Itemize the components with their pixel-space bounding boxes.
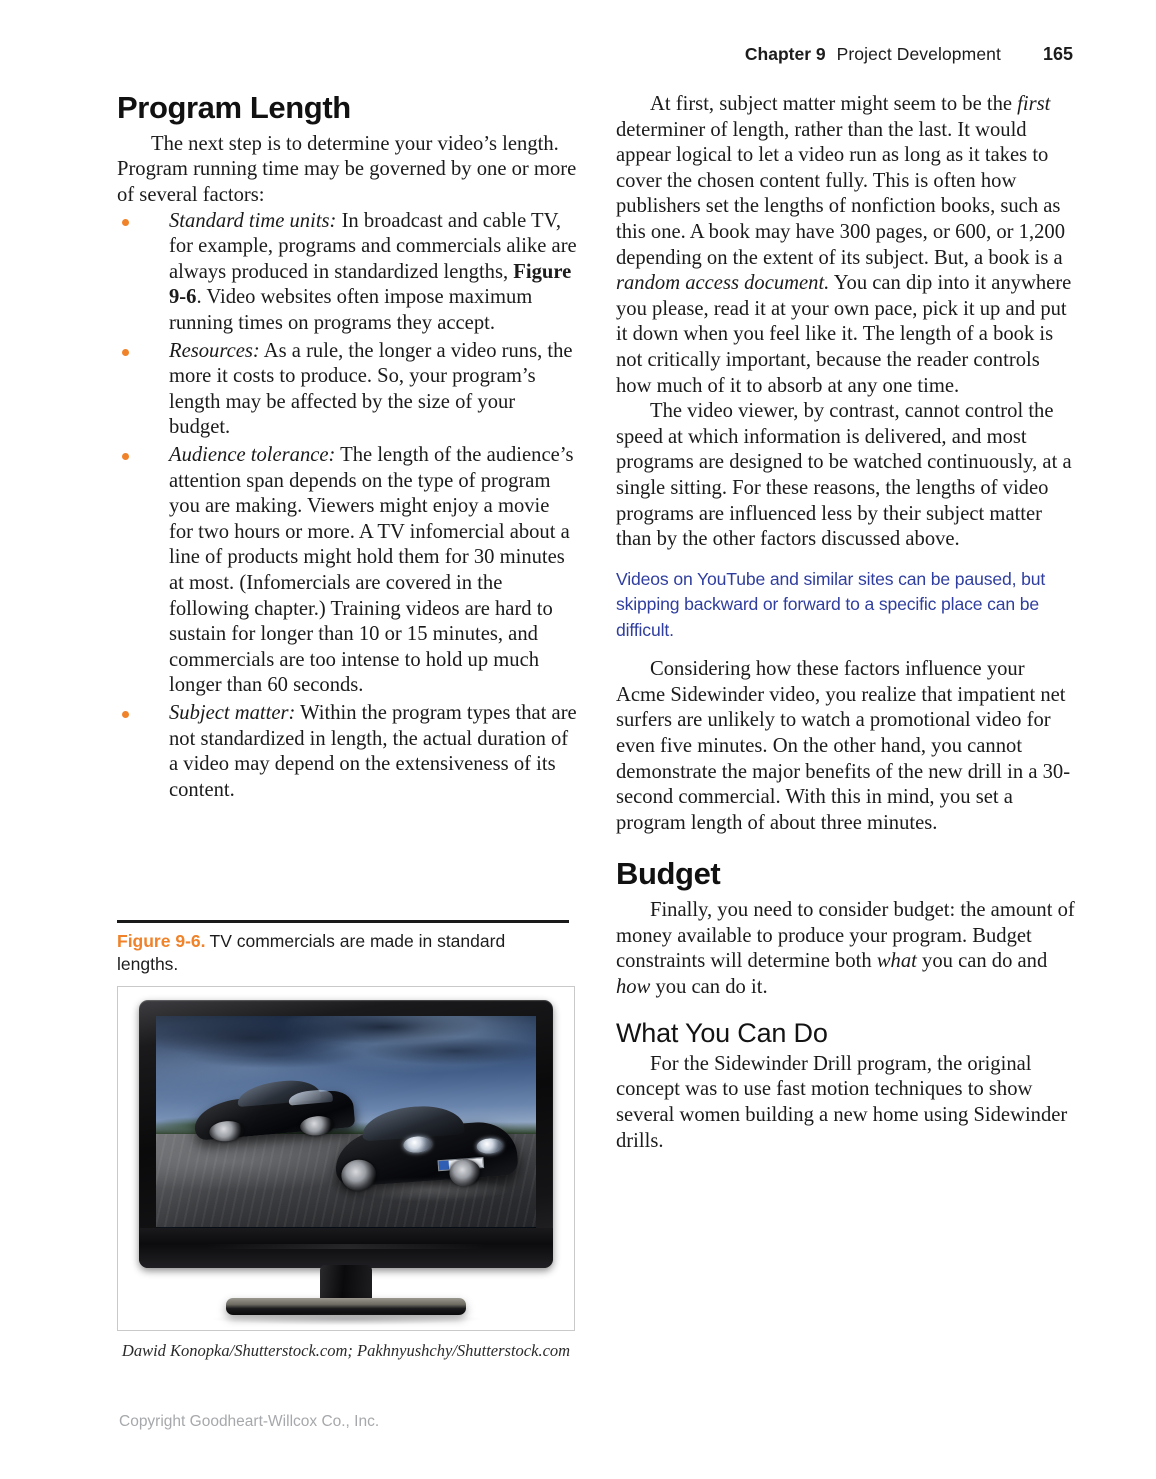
bullet-figure-ref: Figure 9-6 [169,260,572,309]
figure-caption [117,930,569,976]
page-body [117,92,1077,1382]
bullet-dot-icon [122,219,129,226]
bullet-term: Resources: [169,339,260,362]
section-heading-program-length: Program Length [117,90,351,125]
cloud [186,1042,361,1068]
figure-credit: Dawid Konopka/Shutterstock.com; Pakhnyushchy/Shutterstock.com [121,1340,571,1360]
right-column [616,92,1077,1154]
bullet-dot-icon [122,711,129,718]
tv-lower-bezel [139,1228,553,1268]
para1-part2: determiner of length, rather than the last. It would appear logical to let a video run as long as it takes to cover the chosen content fully. This is often how publishers set the lengths of nonfiction books, such as this one. A book may have 300 pages, or 600, or 1,200 depending on the extent of its subject. But, a book is a [616,118,1065,269]
list-item [117,443,578,699]
bullet-text-a: The length of the audience’s attention span depends on the type of program you are making. Viewers might enjoy a movie for two hours or more. A TV infomercial about a line of products might hold them for 30 minutes at most. (Infomercials are covered in the following chapter.) Training videos are hard to sustain for longer than 10 or 15 minutes, and commercials are too intense to hold up much longer than 60 seconds. [169,443,574,697]
bullet-text-b: . Video websites often impose maximum running times on programs they accept. [169,286,533,335]
figure-rule [117,920,569,923]
figure-image-tv-photo [117,986,575,1331]
bullet-term: Subject matter: [169,701,296,724]
headlamp [476,1137,503,1154]
bullet-dot-icon [122,453,129,460]
figure-9-6 [117,920,578,1361]
para1-part1: At first, subject matter might seem to be the [650,93,1018,115]
figure-number: Figure 9-6. [117,930,206,951]
para4-part2: you can do and [916,950,1048,973]
right-paragraph-5: For the Sidewinder Drill program, the original concept was to use fast motion techniques to show several women building a new home using Sidewinder drills. [616,1052,1068,1152]
running-head [745,44,1073,65]
para1-italic1: first [1017,93,1051,115]
bullet-text-a: In broadcast and cable TV, for example, programs and commercials alike are always produced in standardized lengths, [169,209,577,283]
running-head-chapter: Chapter 9 [744,44,826,64]
ground-reflection [346,1177,513,1202]
para4-italic2: how [616,975,651,998]
bullet-text-a: Within the program types that are not standardized in length, the actual duration of a video may depend on the extensiveness of its content. [169,701,577,801]
bullet-text-a: As a rule, the longer a video runs, the more it costs to produce. So, your program’s length may be affected by the size of your budget. [169,339,573,439]
factors-list [117,209,578,804]
running-head-title: Project Development [836,44,1001,64]
para4-part3: you can do it. [650,975,768,998]
right-paragraph-2: The video viewer, by contrast, cannot control the speed at which information is delivered, and most programs are designed to be watched continuously, at a single sitting. For these reasons, the lengths of video programs are influenced less by their subject matter than by the other factors discussed above. [616,400,1072,551]
blue-note: Videos on YouTube and similar sites can be paused, but skipping backward or forward to a specific place can be difficult. [616,568,1046,640]
tv-screen [156,1016,536,1228]
page-number: 165 [1042,44,1073,64]
list-item [117,339,578,441]
headlamp [403,1135,431,1153]
bullet-term: Audience tolerance: [169,443,336,466]
para1-part3: You can dip into it anywhere you please, read it at your own pace, pick it up and put it down when you feel like it. The length of a book is not critically important, because the reader controls how much of it to absorb at any one time. [616,272,1072,397]
tv-stand-shadow [212,1313,480,1325]
tv-bezel [139,1000,553,1268]
cloud [365,1037,536,1066]
bullet-term: Standard time units: [169,209,337,232]
television-illustration [139,1000,553,1320]
left-column [117,90,578,1360]
right-paragraph-4 [616,898,1077,1000]
right-paragraph-3: Considering how these factors influence your Acme Sidewinder video, you realize that impatient net surfers are unlikely to watch a promotional video for even five minutes. On the other hand, you cannot demonstrate the major benefits of the new drill in a 30-second commercial. With this in mind, you set a program length of about three minutes. [616,658,1071,834]
section-heading-budget: Budget [616,856,721,892]
intro-paragraph: The next step is to determine your video’s length. Program running time may be governed by one or more of several factors: [117,132,577,207]
para4-part1: Finally, you need to consider budget: the amount of money available to produce your program. Budget constraints will determine both [616,899,1075,973]
para1-italic2: random access document. [616,272,830,295]
para4-italic1: what [876,950,917,973]
bullet-dot-icon [122,349,129,356]
footer-copyright: Copyright Goodheart-Willcox Co., Inc. [119,1413,380,1430]
figure-caption-text: TV commercials are made in standard lengths. [117,930,506,974]
right-paragraph-1 [616,92,1077,399]
list-item [117,209,578,337]
subsection-heading-what-you-can-do: What You Can Do [616,1017,828,1048]
list-item [117,701,578,803]
